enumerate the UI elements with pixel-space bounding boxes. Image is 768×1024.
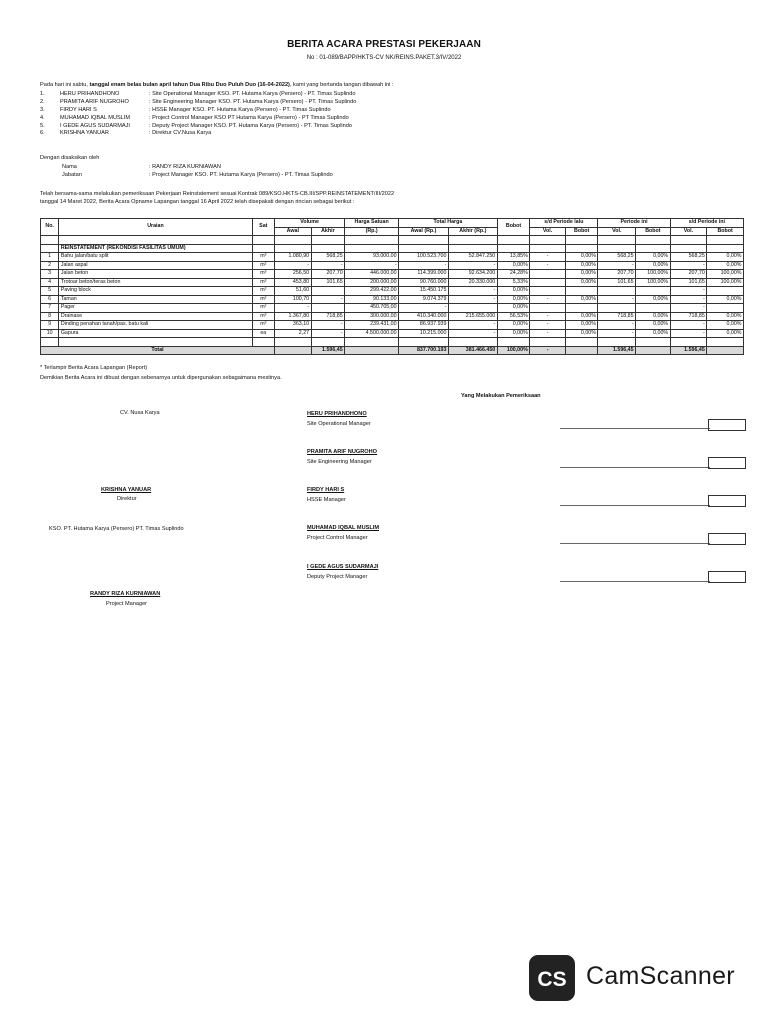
table-cell: 114.399.000 bbox=[399, 270, 449, 279]
table-cell: Pager bbox=[59, 304, 252, 313]
signatory-name: I GEDE AGUS SUDARMAJI bbox=[60, 122, 130, 129]
signatory-row bbox=[40, 115, 540, 123]
table-cell: 7 bbox=[41, 304, 59, 313]
table-cell: - bbox=[311, 321, 345, 330]
table-cell: 0,00% bbox=[636, 261, 671, 270]
table-cell: m³ bbox=[252, 278, 274, 287]
col-sd-lalu: s/d Periode lalu bbox=[530, 219, 598, 228]
table-cell: 0,00% bbox=[497, 321, 530, 330]
table-cell: Gapura bbox=[59, 329, 252, 338]
table-cell: - bbox=[274, 261, 311, 270]
col-bobot-sub: Bobot bbox=[636, 227, 671, 236]
table-cell: Jalan aspal bbox=[59, 261, 252, 270]
signature-line bbox=[560, 543, 710, 544]
table-cell: 207,70 bbox=[598, 270, 636, 279]
signatory-no: 1. bbox=[40, 91, 45, 97]
col-total-harga: Total Harga bbox=[399, 219, 498, 228]
table-cell: Paving block bbox=[59, 287, 252, 296]
table-cell: 5 bbox=[41, 287, 59, 296]
signatory-name: KRISHNA YANUAR bbox=[60, 130, 109, 137]
table-cell: 93.000,00 bbox=[345, 253, 399, 262]
table-row bbox=[41, 329, 744, 338]
table-cell bbox=[707, 304, 744, 313]
table-cell: 5,33% bbox=[497, 278, 530, 287]
table-cell: 568,25 bbox=[311, 253, 345, 262]
signature-box[interactable] bbox=[708, 571, 746, 583]
company-nusa-karya: CV. Nusa Karya bbox=[120, 410, 160, 416]
table-cell: 0,00% bbox=[497, 261, 530, 270]
table-cell: m³ bbox=[252, 253, 274, 262]
table-cell: - bbox=[448, 287, 497, 296]
total-cell bbox=[274, 346, 311, 355]
svg-text:CS: CS bbox=[537, 968, 567, 991]
table-row bbox=[41, 287, 744, 296]
table-cell: 0,00% bbox=[565, 312, 598, 321]
table-cell: 3 bbox=[41, 270, 59, 279]
table-cell: m² bbox=[252, 261, 274, 270]
table-cell: 10.215.000 bbox=[399, 329, 449, 338]
table-cell: 15.450.175 bbox=[399, 287, 449, 296]
table-cell: 1.367,80 bbox=[274, 312, 311, 321]
signer-title: Deputy Project Manager bbox=[307, 574, 368, 580]
col-bobot-sub: Bobot bbox=[565, 227, 598, 236]
table-cell: 0,00% bbox=[565, 321, 598, 330]
table-cell bbox=[565, 304, 598, 313]
table-cell: - bbox=[530, 312, 566, 321]
table-cell: 0,00% bbox=[636, 321, 671, 330]
col-harga-satuan: Harga Satuan bbox=[345, 219, 399, 228]
col-vol: Vol. bbox=[530, 227, 566, 236]
col-no: No. bbox=[41, 219, 59, 236]
signature-box[interactable] bbox=[708, 419, 746, 431]
signer-name: FIRDY HARI S bbox=[307, 487, 345, 493]
table-cell: 446.000,00 bbox=[345, 270, 399, 279]
table-cell: 0,00% bbox=[707, 329, 744, 338]
table-cell: - bbox=[399, 261, 449, 270]
table-cell: 718,85 bbox=[311, 312, 345, 321]
table-cell: m² bbox=[252, 287, 274, 296]
table-cell: - bbox=[598, 261, 636, 270]
table-cell bbox=[636, 304, 671, 313]
table-cell: Jalan beton bbox=[59, 270, 252, 279]
signer-title: HSSE Manager bbox=[307, 497, 346, 503]
signer-name: I GEDE AGUS SUDARMAJI bbox=[307, 564, 379, 570]
signatory-role: : Site Engineering Manager KSO. PT. Hutama Karya (Persero) - PT. Timas Suplindo bbox=[149, 98, 357, 105]
table-row bbox=[41, 321, 744, 330]
table-cell: Bahu jalan/batu split bbox=[59, 253, 252, 262]
total-cell: 837.700.193 bbox=[399, 346, 449, 355]
table-cell: - bbox=[530, 329, 566, 338]
camscanner-brand: CamScanner bbox=[586, 962, 735, 990]
table-cell: 100,00% bbox=[636, 278, 671, 287]
table-cell bbox=[598, 287, 636, 296]
table-cell: - bbox=[670, 261, 707, 270]
table-cell: 200.000,00 bbox=[345, 278, 399, 287]
signature-line bbox=[560, 505, 710, 506]
table-cell: 100,00% bbox=[707, 278, 744, 287]
total-cell bbox=[565, 346, 598, 355]
table-cell: 410.340.000 bbox=[399, 312, 449, 321]
signer-title: Project Manager bbox=[106, 601, 148, 607]
table-cell: - bbox=[670, 304, 707, 313]
table-cell: - bbox=[530, 253, 566, 262]
table-total-row bbox=[41, 346, 744, 355]
signatory-role: : Deputy Project Manager KSO. PT. Hutama Karya (Persero) - PT. Timas Suplindo bbox=[149, 122, 353, 129]
table-cell bbox=[636, 287, 671, 296]
table-cell: - bbox=[670, 287, 707, 296]
signatory-no: 6. bbox=[40, 130, 45, 137]
table-cell: 101,65 bbox=[670, 278, 707, 287]
table-cell: 0,00% bbox=[565, 278, 598, 287]
table-cell: 0,00% bbox=[707, 253, 744, 262]
witness-role-value: : Project Manager KSO. PT. Hutama Karya (Persero) - PT. Timas Suplindo bbox=[149, 172, 333, 178]
table-row bbox=[41, 304, 744, 313]
signatory-role: : Direktur CV.Nusa Karya bbox=[149, 130, 212, 137]
table-cell: 0,00% bbox=[565, 329, 598, 338]
table-cell: 450.705,00 bbox=[345, 304, 399, 313]
signature-line bbox=[560, 467, 710, 468]
table-cell: 0,00% bbox=[636, 295, 671, 304]
col-awal: Awal bbox=[274, 227, 311, 236]
signatory-row bbox=[40, 99, 540, 107]
table-cell: - bbox=[311, 295, 345, 304]
section-title: REINSTATEMENT (REKONDISI FASILITAS UMUM) bbox=[59, 244, 252, 253]
table-cell: 86.937.939 bbox=[399, 321, 449, 330]
table-cell bbox=[311, 304, 345, 313]
table-cell: Trotoar beton/teras beton bbox=[59, 278, 252, 287]
table-cell: m² bbox=[252, 304, 274, 313]
table-cell: 239.431,00 bbox=[345, 321, 399, 330]
table-cell: 363,10 bbox=[274, 321, 311, 330]
table-cell: 100,00% bbox=[707, 270, 744, 279]
table-cell bbox=[530, 278, 566, 287]
signer-title: Site Engineering Manager bbox=[307, 459, 372, 465]
table-cell: - bbox=[448, 261, 497, 270]
intro-paragraph bbox=[40, 82, 394, 89]
signatory-row bbox=[40, 123, 540, 131]
table-cell: Dinding penahan tanah/pas. batu kali bbox=[59, 321, 252, 330]
table-cell bbox=[311, 287, 345, 296]
col-bobot-sub: Bobot bbox=[707, 227, 744, 236]
total-cell: - bbox=[530, 346, 566, 355]
table-cell: 0,00% bbox=[707, 321, 744, 330]
table-cell: 90.760.000 bbox=[399, 278, 449, 287]
intro-suffix: , kami yang bertanda tangan dibawah ini : bbox=[289, 82, 394, 88]
table-cell: 0,00% bbox=[565, 261, 598, 270]
table-cell: 568,25 bbox=[598, 253, 636, 262]
table-cell: 56,53% bbox=[497, 312, 530, 321]
statement-line-1: Telah bersama-sama melakukan pemeriksaan Pekerjaan Reinstatement sesuai Kontrak 089/KSO.HKTS-CB.III/SPP.REINSTATEMENT/III/2022 bbox=[40, 191, 395, 197]
table-cell: 2,27 bbox=[274, 329, 311, 338]
col-sat: Sat bbox=[252, 219, 274, 236]
table-cell: - bbox=[345, 261, 399, 270]
signatory-name: FIRDY HARI S bbox=[60, 106, 97, 113]
table-cell bbox=[448, 304, 497, 313]
witness-role-label: Jabatan bbox=[62, 172, 82, 178]
table-spacer-row bbox=[41, 236, 744, 245]
table-row bbox=[41, 278, 744, 287]
table-cell: 8 bbox=[41, 312, 59, 321]
table-cell: - bbox=[530, 321, 566, 330]
total-cell: 1.596,45 bbox=[311, 346, 345, 355]
table-cell: 92.634.200 bbox=[448, 270, 497, 279]
table-cell: Taman bbox=[59, 295, 252, 304]
table-cell: 299.422,00 bbox=[345, 287, 399, 296]
table-cell: - bbox=[448, 321, 497, 330]
signer-name: KRISHNA YANUAR bbox=[101, 487, 152, 493]
intro-prefix: Pada hari ini sabtu, bbox=[40, 82, 90, 88]
table-cell: - bbox=[670, 329, 707, 338]
table-cell: 0,00% bbox=[565, 295, 598, 304]
table-cell: 453,80 bbox=[274, 278, 311, 287]
col-akhir: Akhir bbox=[311, 227, 345, 236]
table-cell: 0,00% bbox=[497, 304, 530, 313]
table-cell: 0,00% bbox=[707, 295, 744, 304]
table-cell: Drainase bbox=[59, 312, 252, 321]
intro-date: tanggal enam belas bulan april tahun Dua Ribu Duo Puluh Duo (16-04-2022) bbox=[89, 82, 290, 88]
table-cell: - bbox=[598, 329, 636, 338]
table-cell bbox=[530, 287, 566, 296]
col-awal-rp: Awal (Rp.) bbox=[399, 227, 449, 236]
table-cell: 0,00% bbox=[636, 312, 671, 321]
signer-name: HERU PRIHANDHONO bbox=[307, 411, 367, 417]
table-cell: 101,65 bbox=[598, 278, 636, 287]
signatory-name: PRAMITA ARIF NUGROHO bbox=[60, 98, 129, 105]
table-cell: - bbox=[399, 304, 449, 313]
total-cell: 381.466.450 bbox=[448, 346, 497, 355]
table-cell: 9 bbox=[41, 321, 59, 330]
table-cell: ea bbox=[252, 329, 274, 338]
table-cell bbox=[530, 270, 566, 279]
table-cell: 1.080,90 bbox=[274, 253, 311, 262]
table-cell: 101,65 bbox=[311, 278, 345, 287]
total-cell: 1.596,45 bbox=[598, 346, 636, 355]
signatory-row bbox=[40, 91, 540, 99]
document-title: BERITA ACARA PRESTASI PEKERJAAN bbox=[287, 39, 481, 50]
signature-line bbox=[560, 581, 710, 582]
table-cell: 90.133,00 bbox=[345, 295, 399, 304]
table-cell: - bbox=[670, 321, 707, 330]
table-cell: 4 bbox=[41, 278, 59, 287]
table-section-row bbox=[41, 244, 744, 253]
table-cell: 0,00% bbox=[565, 253, 598, 262]
table-cell: 10 bbox=[41, 329, 59, 338]
col-vol: Vol. bbox=[598, 227, 636, 236]
table-cell: 207,70 bbox=[311, 270, 345, 279]
witness-name-label: Nama bbox=[62, 164, 77, 170]
table-cell: 51,60 bbox=[274, 287, 311, 296]
table-cell: - bbox=[670, 295, 707, 304]
table-spacer-row bbox=[41, 338, 744, 347]
table-cell: 9.074.379 bbox=[399, 295, 449, 304]
signer-title: Project Control Manager bbox=[307, 535, 368, 541]
col-akhir-rp: Akhir (Rp.) bbox=[448, 227, 497, 236]
table-cell: 0,00% bbox=[565, 270, 598, 279]
table-cell: 0,00% bbox=[497, 287, 530, 296]
statement-line-2: tanggal 14 Maret 2022, Berita Acara Opname Lapangan tanggal 16 April 2022 telah disepakati dengan rincian sebagai berikut : bbox=[40, 199, 355, 205]
table-row bbox=[41, 295, 744, 304]
table-cell: m³ bbox=[252, 312, 274, 321]
col-rp: (Rp.) bbox=[345, 227, 399, 236]
table-cell: 300.000,00 bbox=[345, 312, 399, 321]
table-header-row bbox=[41, 219, 744, 228]
table-cell: 207,70 bbox=[670, 270, 707, 279]
table-cell: - bbox=[598, 295, 636, 304]
table-cell: 6 bbox=[41, 295, 59, 304]
table-row bbox=[41, 253, 744, 262]
signature-line bbox=[560, 428, 710, 429]
signatory-row bbox=[40, 107, 540, 115]
total-cell bbox=[345, 346, 399, 355]
table-cell: 0,00% bbox=[707, 261, 744, 270]
table-cell: - bbox=[311, 261, 345, 270]
table-cell: - bbox=[530, 295, 566, 304]
signatory-name: MUHAMAD IQBAL MUSLIM bbox=[60, 114, 131, 121]
work-progress-table bbox=[40, 218, 744, 355]
table-cell: 20.330.000 bbox=[448, 278, 497, 287]
attachment-note: * Terlampir Berita Acara Lapangan (Report) bbox=[40, 365, 148, 371]
signatory-name: HERU PRIHANDHONO bbox=[60, 91, 120, 97]
signer-title: Site Operational Manager bbox=[307, 421, 371, 427]
witness-name-value: : RANDY RIZA KURNIAWAN bbox=[149, 164, 221, 170]
table-cell: 1 bbox=[41, 253, 59, 262]
table-cell: 718,85 bbox=[598, 312, 636, 321]
document-number: No : 01-089/BAPP/HKTS-CV NK/REINS.PAKET.3/IV/2022 bbox=[306, 55, 462, 61]
table-row bbox=[41, 261, 744, 270]
table-cell: m² bbox=[252, 295, 274, 304]
table-cell: 24,28% bbox=[497, 270, 530, 279]
table-cell: - bbox=[274, 304, 311, 313]
signatory-list bbox=[40, 91, 540, 138]
col-vol: Vol. bbox=[670, 227, 707, 236]
table-cell: - bbox=[448, 329, 497, 338]
col-sd-ini: s/d Periode ini bbox=[670, 219, 743, 228]
total-cell: 1.596,45 bbox=[670, 346, 707, 355]
table-cell: 256,50 bbox=[274, 270, 311, 279]
table-cell: 13,85% bbox=[497, 253, 530, 262]
table-cell: 215.655.000 bbox=[448, 312, 497, 321]
signatory-row bbox=[40, 130, 540, 138]
signature-box[interactable] bbox=[708, 457, 746, 469]
col-periode-ini: Periode ini bbox=[598, 219, 670, 228]
table-cell bbox=[565, 287, 598, 296]
table-cell: 568,25 bbox=[670, 253, 707, 262]
table-cell: m³ bbox=[252, 270, 274, 279]
total-cell: Total bbox=[41, 346, 275, 355]
table-cell: 52.847.250 bbox=[448, 253, 497, 262]
signatory-no: 5. bbox=[40, 122, 45, 129]
signatory-no: 3. bbox=[40, 106, 45, 113]
signature-box[interactable] bbox=[708, 533, 746, 545]
closing-statement: Demikian Berita Acara ini dibuat dengan sebenarnya untuk dipergunakan sebagaimana mestinya. bbox=[40, 375, 282, 381]
col-volume: Volume bbox=[274, 219, 344, 228]
signer-name: PRAMITA ARIF NUGROHO bbox=[307, 449, 378, 455]
signer-name: MUHAMAD IQBAL MUSLIM bbox=[307, 525, 379, 531]
table-cell bbox=[598, 304, 636, 313]
table-cell: m³ bbox=[252, 321, 274, 330]
witness-heading: Dengan disaksikan oleh bbox=[40, 155, 100, 161]
table-cell: 0,00% bbox=[497, 295, 530, 304]
table-cell: 100.523.700 bbox=[399, 253, 449, 262]
table-cell: - bbox=[448, 295, 497, 304]
table-cell: - bbox=[598, 321, 636, 330]
table-cell bbox=[707, 287, 744, 296]
signatory-role: : HSSE Manager KSO. PT. Hutama Karya (Persero) - PT. Timas Suplindo bbox=[149, 106, 331, 113]
table-cell bbox=[530, 304, 566, 313]
total-cell bbox=[636, 346, 671, 355]
signatory-role: : Site Operational Manager KSO. PT. Hutama Karya (Persero) - PT. Timas Suplindo bbox=[149, 91, 356, 97]
col-uraian: Uraian bbox=[59, 219, 252, 236]
signer-name: RANDY RIZA KURNIAWAN bbox=[90, 591, 161, 597]
total-cell bbox=[707, 346, 744, 355]
table-cell: 0,00% bbox=[636, 329, 671, 338]
table-cell: 100,00% bbox=[636, 270, 671, 279]
table-cell: 0,00% bbox=[707, 312, 744, 321]
signature-box[interactable] bbox=[708, 495, 746, 507]
table-row bbox=[41, 312, 744, 321]
table-cell: - bbox=[311, 329, 345, 338]
signer-title: Direktur bbox=[117, 496, 137, 502]
table-cell: 100,70 bbox=[274, 295, 311, 304]
signatory-no: 2. bbox=[40, 98, 45, 105]
col-bobot: Bobot bbox=[497, 219, 530, 236]
table-cell: 0,00% bbox=[636, 253, 671, 262]
table-cell: 718,85 bbox=[670, 312, 707, 321]
company-kso: KSO. PT. Hutama Karya (Persero) PT. Timas Suplindo bbox=[49, 526, 184, 532]
table-cell: - bbox=[530, 261, 566, 270]
table-row bbox=[41, 270, 744, 279]
table-cell: 2 bbox=[41, 261, 59, 270]
table-cell: 4.500.000,00 bbox=[345, 329, 399, 338]
examiner-heading: Yang Melakukan Pemeriksaan bbox=[461, 393, 541, 399]
camscanner-logo-icon bbox=[529, 955, 575, 1001]
total-cell: 100,00% bbox=[497, 346, 530, 355]
signatory-no: 4. bbox=[40, 114, 45, 121]
signatory-role: : Project Control Manager KSO PT Hutama Karya (Persero) - PT Timas Suplindo bbox=[149, 114, 349, 121]
table-cell: 0,00% bbox=[497, 329, 530, 338]
